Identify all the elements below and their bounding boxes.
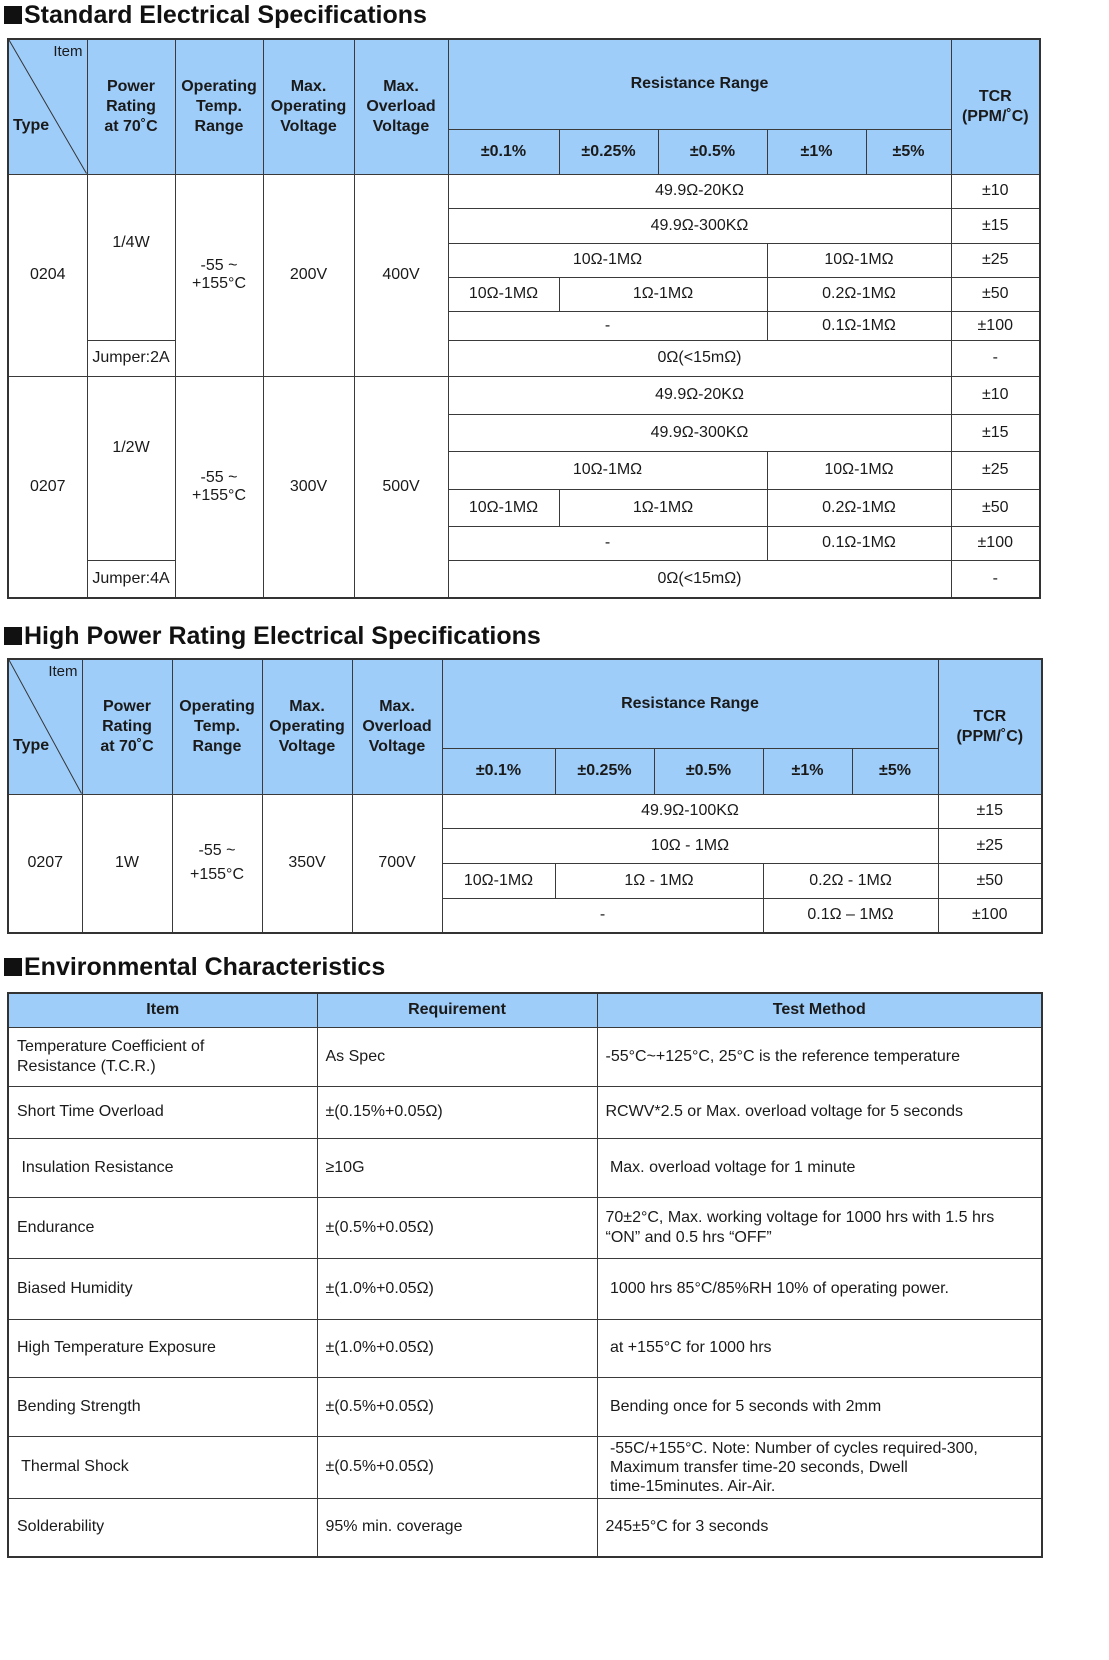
resistance-range-cell: 49.9Ω-20KΩ — [448, 376, 951, 414]
resistance-range-cell: 0.1Ω-1MΩ — [767, 311, 951, 340]
tcr-cell: ±15 — [951, 414, 1040, 451]
env-requirement-cell: ±(0.5%+0.05Ω) — [317, 1377, 597, 1436]
tcr-cell: ±15 — [951, 208, 1040, 243]
tolerance-header: ±0.1% — [442, 748, 555, 794]
item-label: Item — [53, 43, 83, 60]
resistance-range-cell: 10Ω-1MΩ — [767, 243, 951, 277]
resistance-range-cell: 0.2Ω - 1MΩ — [763, 863, 938, 898]
env-item-cell: High Temperature Exposure — [8, 1319, 317, 1377]
env-item-cell: Biased Humidity — [8, 1258, 317, 1319]
env-test-method-cell: -55C/+155°C. Note: Number of cycles required-300, Maximum transfer time-20 seconds, Dwell time-15minutes. Air-Air. — [597, 1436, 1042, 1498]
tolerance-header: ±0.25% — [559, 129, 658, 174]
tolerance-header: ±5% — [852, 748, 938, 794]
env-requirement-cell: 95% min. coverage — [317, 1498, 597, 1557]
env-item-header: Item — [8, 993, 317, 1027]
tolerance-header: ±1% — [767, 129, 866, 174]
power-rating-header: Power Rating at 70˚C — [82, 659, 172, 794]
resistance-range-cell: - — [448, 526, 767, 560]
resistance-range-cell: 49.9Ω-300KΩ — [448, 414, 951, 451]
temp-range-cell: -55 ~ +155°C — [175, 174, 263, 376]
env-requirement-cell: ±(1.0%+0.05Ω) — [317, 1319, 597, 1377]
env-requirement-cell: ±(1.0%+0.05Ω) — [317, 1258, 597, 1319]
temp-range-header: Operating Temp. Range — [175, 39, 263, 174]
resistance-range-cell: 10Ω-1MΩ — [442, 863, 555, 898]
resistance-range-cell: 10Ω-1MΩ — [448, 451, 767, 489]
env-test-method-header: Test Method — [597, 993, 1042, 1027]
env-test-method-cell: Bending once for 5 seconds with 2mm — [597, 1377, 1042, 1436]
env-test-method-cell: 70±2°C, Max. working voltage for 1000 hrs with 1.5 hrs “ON” and 0.5 hrs “OFF” — [597, 1197, 1042, 1258]
tcr-cell: ±50 — [938, 863, 1042, 898]
type-label: Type — [13, 116, 50, 134]
power-rating-cell: 1/2W — [87, 376, 175, 560]
environmental-table — [7, 992, 1043, 1558]
table-row — [8, 1436, 1042, 1498]
tolerance-header: ±0.1% — [448, 129, 559, 174]
resistance-range-cell: 10Ω-1MΩ — [448, 243, 767, 277]
tcr-cell: ±100 — [951, 526, 1040, 560]
tcr-cell: ±25 — [951, 243, 1040, 277]
overload-voltage-cell: 700V — [352, 794, 442, 933]
env-test-method-cell: -55°C~+125°C, 25°C is the reference temperature — [597, 1027, 1042, 1086]
tcr-cell: ±100 — [938, 898, 1042, 933]
resistance-range-cell: 0Ω(<15mΩ) — [448, 560, 951, 598]
env-item-cell: Short Time Overload — [8, 1086, 317, 1138]
max-operating-voltage-header: Max. Operating Voltage — [263, 39, 354, 174]
type-label: Type — [13, 736, 50, 754]
tcr-header: TCR (PPM/˚C) — [951, 39, 1040, 174]
resistance-range-cell: 0Ω(<15mΩ) — [448, 340, 951, 376]
env-test-method-cell: Max. overload voltage for 1 minute — [597, 1138, 1042, 1197]
resistance-range-cell: - — [448, 311, 767, 340]
type-item-header — [8, 39, 87, 174]
env-item-cell: Thermal Shock — [8, 1436, 317, 1498]
resistance-range-header: Resistance Range — [448, 39, 951, 129]
tcr-cell: - — [951, 560, 1040, 598]
resistance-range-cell: 49.9Ω-300KΩ — [448, 208, 951, 243]
env-test-method-cell: 245±5°C for 3 seconds — [597, 1498, 1042, 1557]
table-row — [8, 1138, 1042, 1197]
section-title-environmental-text: Environmental Characteristics — [24, 953, 386, 981]
section-title-high-power-text: High Power Rating Electrical Specifications — [24, 622, 541, 650]
tcr-cell: ±50 — [951, 489, 1040, 526]
section-title-standard-text: Standard Electrical Specifications — [24, 1, 427, 29]
operating-voltage-cell: 200V — [263, 174, 354, 376]
power-rating-cell: 1W — [82, 794, 172, 933]
env-requirement-cell: As Spec — [317, 1027, 597, 1086]
tolerance-header: ±1% — [763, 748, 852, 794]
resistance-range-cell: 49.9Ω-20KΩ — [448, 174, 951, 208]
resistance-range-cell: 1Ω-1MΩ — [559, 489, 767, 526]
standard-spec-table — [7, 38, 1041, 599]
env-item-cell: Solderability — [8, 1498, 317, 1557]
tcr-cell: ±100 — [951, 311, 1040, 340]
resistance-range-cell: 10Ω - 1MΩ — [442, 828, 938, 863]
tcr-cell: ±10 — [951, 174, 1040, 208]
table-row — [8, 1498, 1042, 1557]
section-title-standard — [4, 0, 427, 30]
tolerance-header: ±0.5% — [654, 748, 763, 794]
jumper-cell: Jumper:2A — [87, 340, 175, 376]
env-requirement-cell: ±(0.5%+0.05Ω) — [317, 1197, 597, 1258]
square-bullet-icon — [4, 958, 22, 976]
max-overload-voltage-header: Max. Overload Voltage — [354, 39, 448, 174]
env-test-method-cell: at +155°C for 1000 hrs — [597, 1319, 1042, 1377]
env-requirement-cell: ±(0.5%+0.05Ω) — [317, 1436, 597, 1498]
high-power-spec-table — [7, 658, 1043, 934]
tcr-cell: ±10 — [951, 376, 1040, 414]
tcr-cell: ±15 — [938, 794, 1042, 828]
table-row — [8, 1319, 1042, 1377]
section-title-high-power — [4, 621, 541, 651]
overload-voltage-cell: 400V — [354, 174, 448, 376]
power-rating-cell: 1/4W — [87, 174, 175, 340]
env-item-cell: Bending Strength — [8, 1377, 317, 1436]
env-item-cell: Temperature Coefficient of Resistance (T.C.R.) — [8, 1027, 317, 1086]
tolerance-header: ±0.5% — [658, 129, 767, 174]
tcr-cell: ±25 — [951, 451, 1040, 489]
type-cell: 0207 — [8, 794, 82, 933]
item-label: Item — [48, 663, 78, 680]
tolerance-header: ±5% — [866, 129, 951, 174]
env-test-method-cell: 1000 hrs 85°C/85%RH 10% of operating power. — [597, 1258, 1042, 1319]
type-cell: 0207 — [8, 376, 87, 598]
tolerance-header: ±0.25% — [555, 748, 654, 794]
tcr-header: TCR (PPM/˚C) — [938, 659, 1042, 794]
resistance-range-cell: 0.1Ω – 1MΩ — [763, 898, 938, 933]
section-title-environmental — [4, 952, 385, 982]
tcr-cell: ±25 — [938, 828, 1042, 863]
temp-range-header: Operating Temp. Range — [172, 659, 262, 794]
tcr-cell: ±50 — [951, 277, 1040, 311]
resistance-range-cell: 10Ω-1MΩ — [448, 277, 559, 311]
square-bullet-icon — [4, 6, 22, 24]
env-item-cell: Endurance — [8, 1197, 317, 1258]
table-row — [8, 1197, 1042, 1258]
operating-voltage-cell: 350V — [262, 794, 352, 933]
temp-range-cell: -55 ~ +155°C — [175, 376, 263, 598]
resistance-range-cell: 10Ω-1MΩ — [448, 489, 559, 526]
table-row — [8, 1086, 1042, 1138]
type-cell: 0204 — [8, 174, 87, 376]
resistance-range-cell: 0.1Ω-1MΩ — [767, 526, 951, 560]
table-row — [8, 1258, 1042, 1319]
jumper-cell: Jumper:4A — [87, 560, 175, 598]
table-row — [8, 1027, 1042, 1086]
type-item-header — [8, 659, 82, 794]
operating-voltage-cell: 300V — [263, 376, 354, 598]
max-overload-voltage-header: Max. Overload Voltage — [352, 659, 442, 794]
resistance-range-cell: 1Ω-1MΩ — [559, 277, 767, 311]
env-requirement-cell: ±(0.15%+0.05Ω) — [317, 1086, 597, 1138]
env-requirement-cell: ≥10G — [317, 1138, 597, 1197]
env-item-cell: Insulation Resistance — [8, 1138, 317, 1197]
max-operating-voltage-header: Max. Operating Voltage — [262, 659, 352, 794]
square-bullet-icon — [4, 627, 22, 645]
table-row — [8, 1377, 1042, 1436]
power-rating-header: Power Rating at 70˚C — [87, 39, 175, 174]
resistance-range-header: Resistance Range — [442, 659, 938, 748]
resistance-range-cell: 10Ω-1MΩ — [767, 451, 951, 489]
temp-range-cell: -55 ~ +155°C — [172, 794, 262, 933]
env-test-method-cell: RCWV*2.5 or Max. overload voltage for 5 seconds — [597, 1086, 1042, 1138]
overload-voltage-cell: 500V — [354, 376, 448, 598]
resistance-range-cell: 1Ω - 1MΩ — [555, 863, 763, 898]
env-requirement-header: Requirement — [317, 993, 597, 1027]
resistance-range-cell: 0.2Ω-1MΩ — [767, 277, 951, 311]
tcr-cell: - — [951, 340, 1040, 376]
resistance-range-cell: 49.9Ω-100KΩ — [442, 794, 938, 828]
resistance-range-cell: 0.2Ω-1MΩ — [767, 489, 951, 526]
resistance-range-cell: - — [442, 898, 763, 933]
